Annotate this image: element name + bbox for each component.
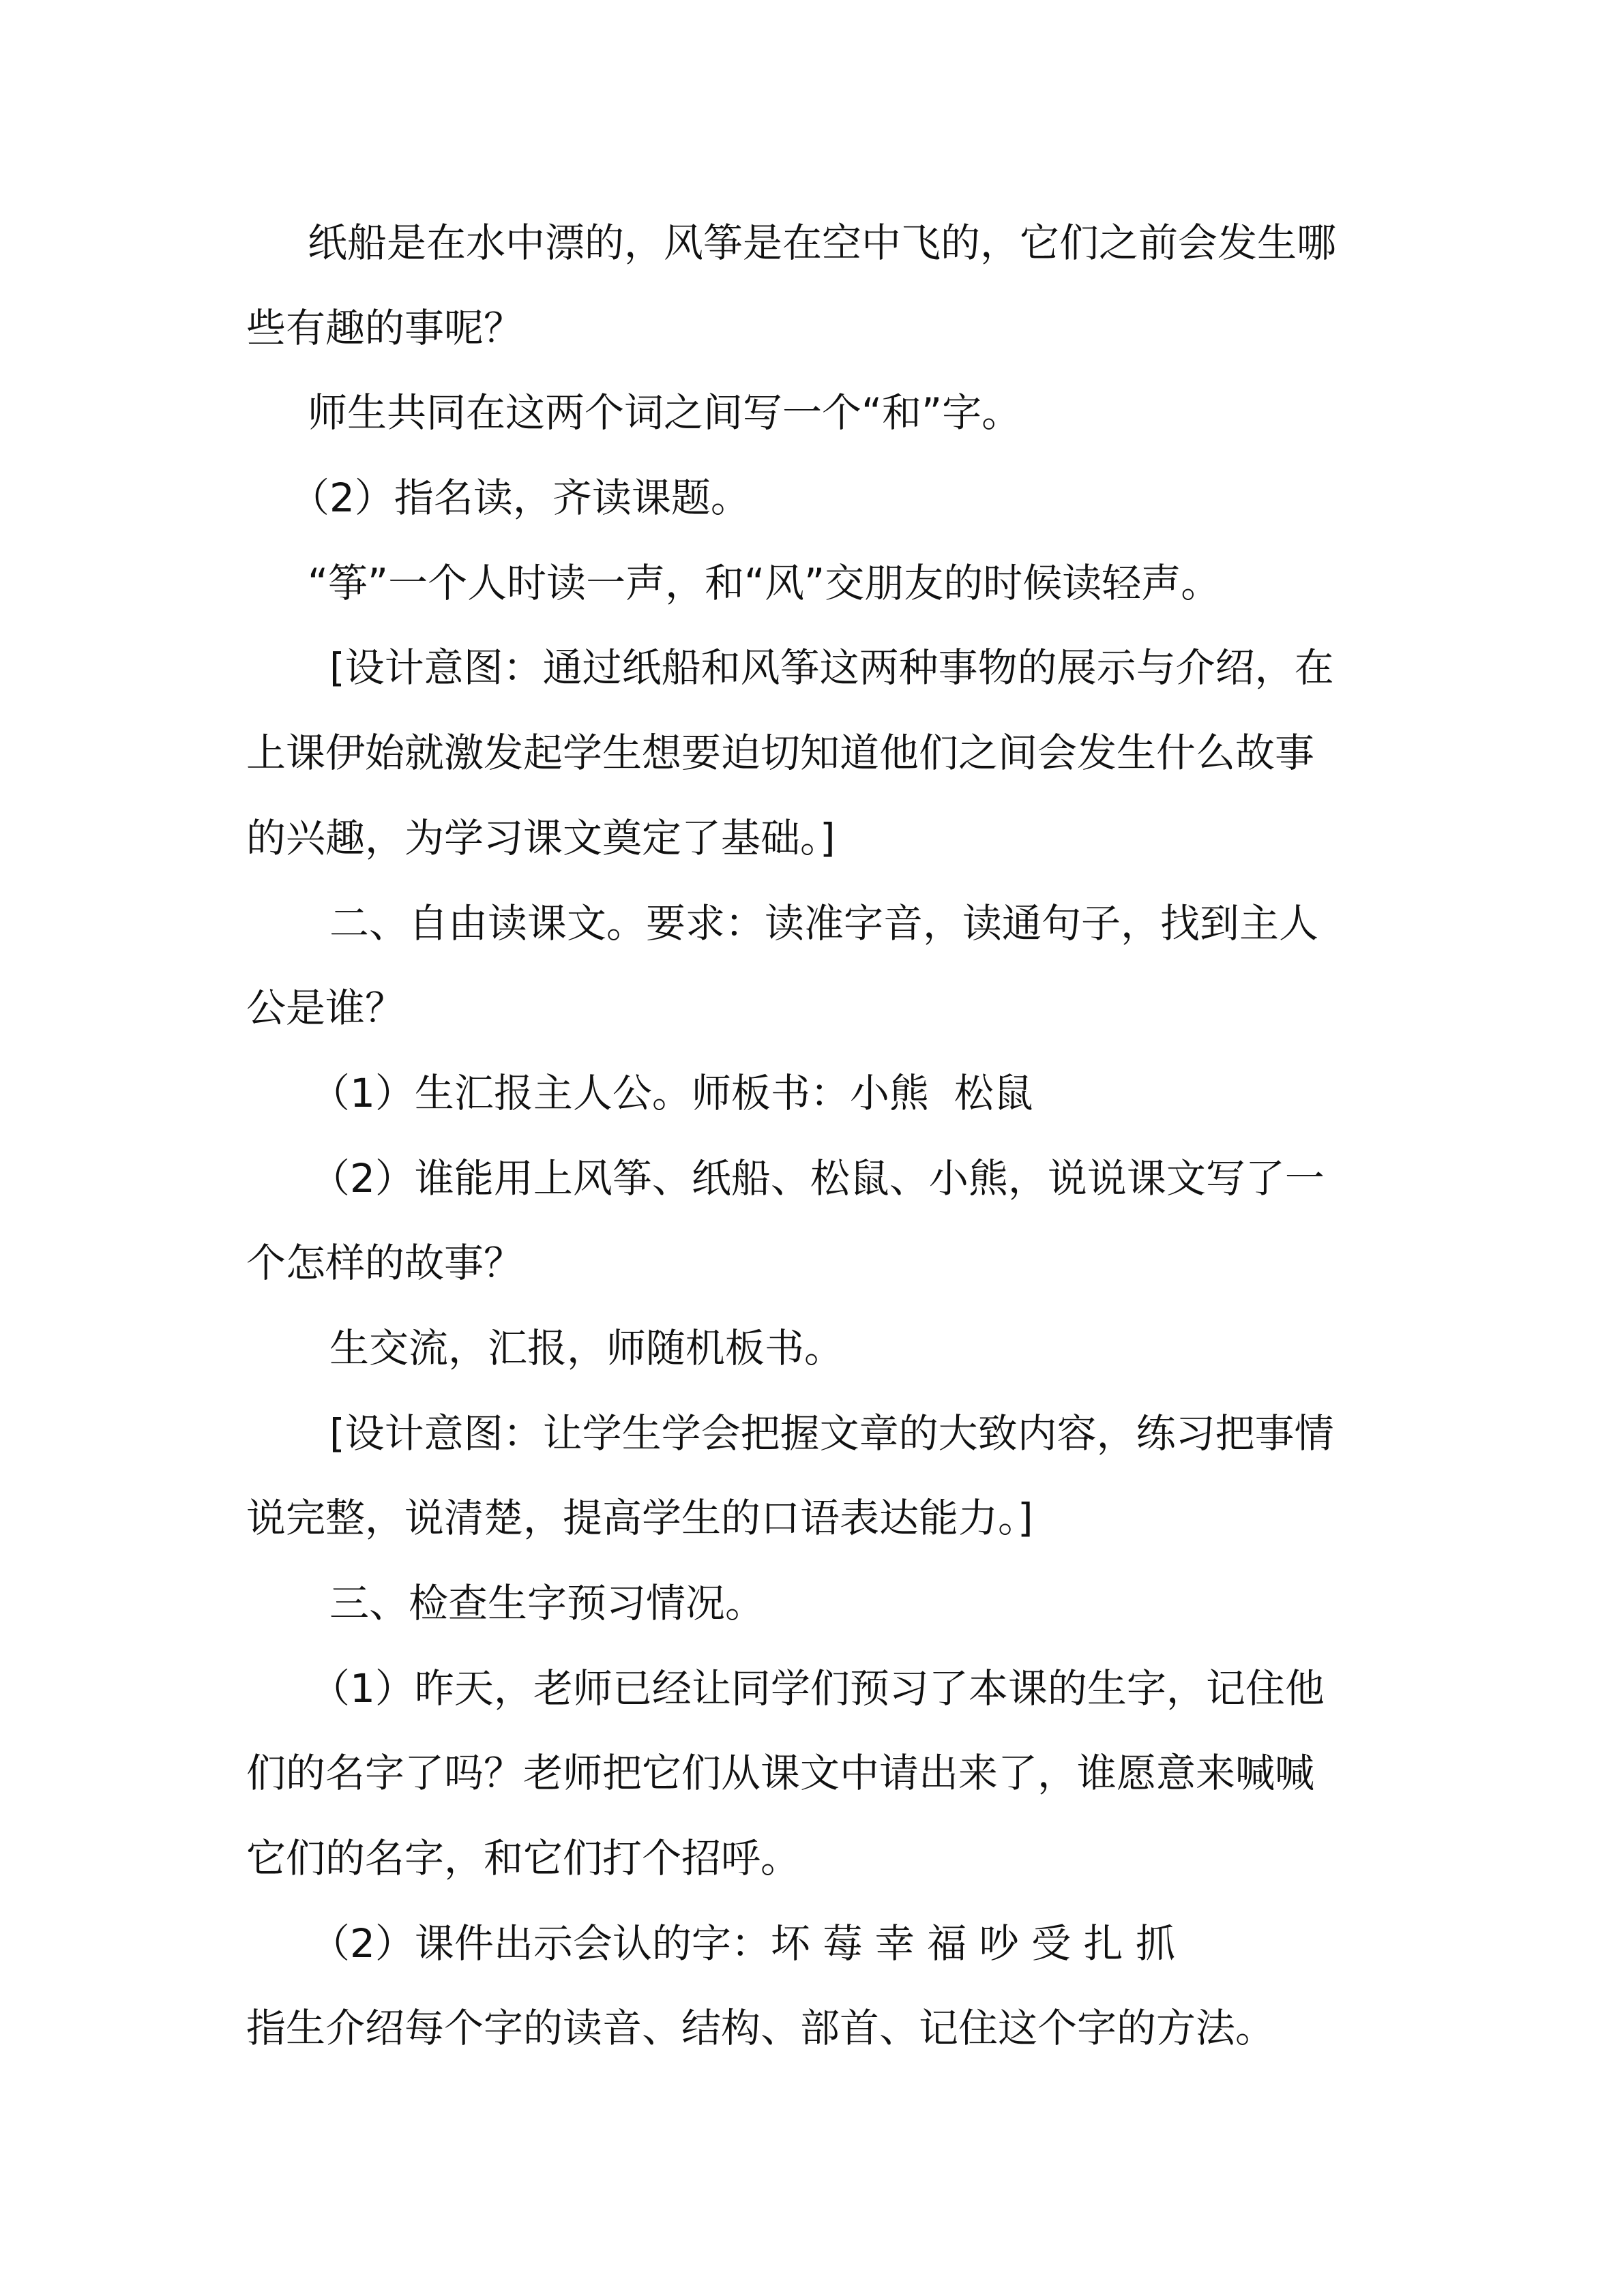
paragraph-line: 师生共同在这两个词之间写一个“和”字。 [308, 389, 1022, 436]
design-intent-line: 的兴趣，为学习课文奠定了基础。] [246, 814, 836, 861]
design-intent-line: [设计意图：让学生学会把握文章的大致内容，练习把事情 [329, 1410, 1334, 1457]
numbered-step-line: （2）课件出示会认的字：坏 莓 幸 福 吵 受 扎 抓 [310, 1920, 1175, 1967]
numbered-step-line: 它们的名字，和它们打个招呼。 [246, 1835, 801, 1882]
document-body [0, 200, 1624, 2071]
paragraph-line: “筝”一个人时读一声，和“风”交朋友的时候读轻声。 [308, 559, 1221, 606]
paragraph-line: 指生介绍每个字的读音、结构、部首、记住这个字的方法。 [246, 2005, 1275, 2052]
section-heading-line: 公是谁？ [246, 985, 405, 1032]
numbered-step-line: 们的名字了吗？老师把它们从课文中请出来了，谁愿意来喊喊 [246, 1750, 1315, 1797]
section-heading-line: 三、检查生字预习情况。 [329, 1580, 765, 1626]
design-intent-line: 上课伊始就激发起学生想要迫切知道他们之间会发生什么故事 [246, 730, 1315, 777]
paragraph-line: 纸船是在水中漂的，风筝是在空中飞的，它们之前会发生哪 [308, 220, 1337, 266]
numbered-step-line: （2）指名读，齐读课题。 [290, 475, 750, 522]
design-intent-line: 说完整，说清楚，提高学生的口语表达能力。] [246, 1495, 1033, 1542]
design-intent-line: [设计意图：通过纸船和风筝这两种事物的展示与介绍，在 [329, 644, 1334, 691]
section-heading-line: 二、自由读课文。要求：读准字音，读通句子，找到主人 [329, 899, 1319, 946]
numbered-step-line: （2）谁能用上风筝、纸船、松鼠、小熊，说说课文写了一 [310, 1154, 1325, 1202]
numbered-step-line: （1）生汇报主人公。师板书：小熊 松鼠 [310, 1069, 1033, 1116]
numbered-step-line: 个怎样的故事？ [246, 1240, 524, 1287]
paragraph-line: 些有趣的事呢？ [246, 304, 524, 351]
paragraph-line: 生交流，汇报，师随机板书。 [329, 1324, 844, 1371]
numbered-step-line: （1）昨天，老师已经让同学们预习了本课的生字，记住他 [310, 1665, 1325, 1712]
